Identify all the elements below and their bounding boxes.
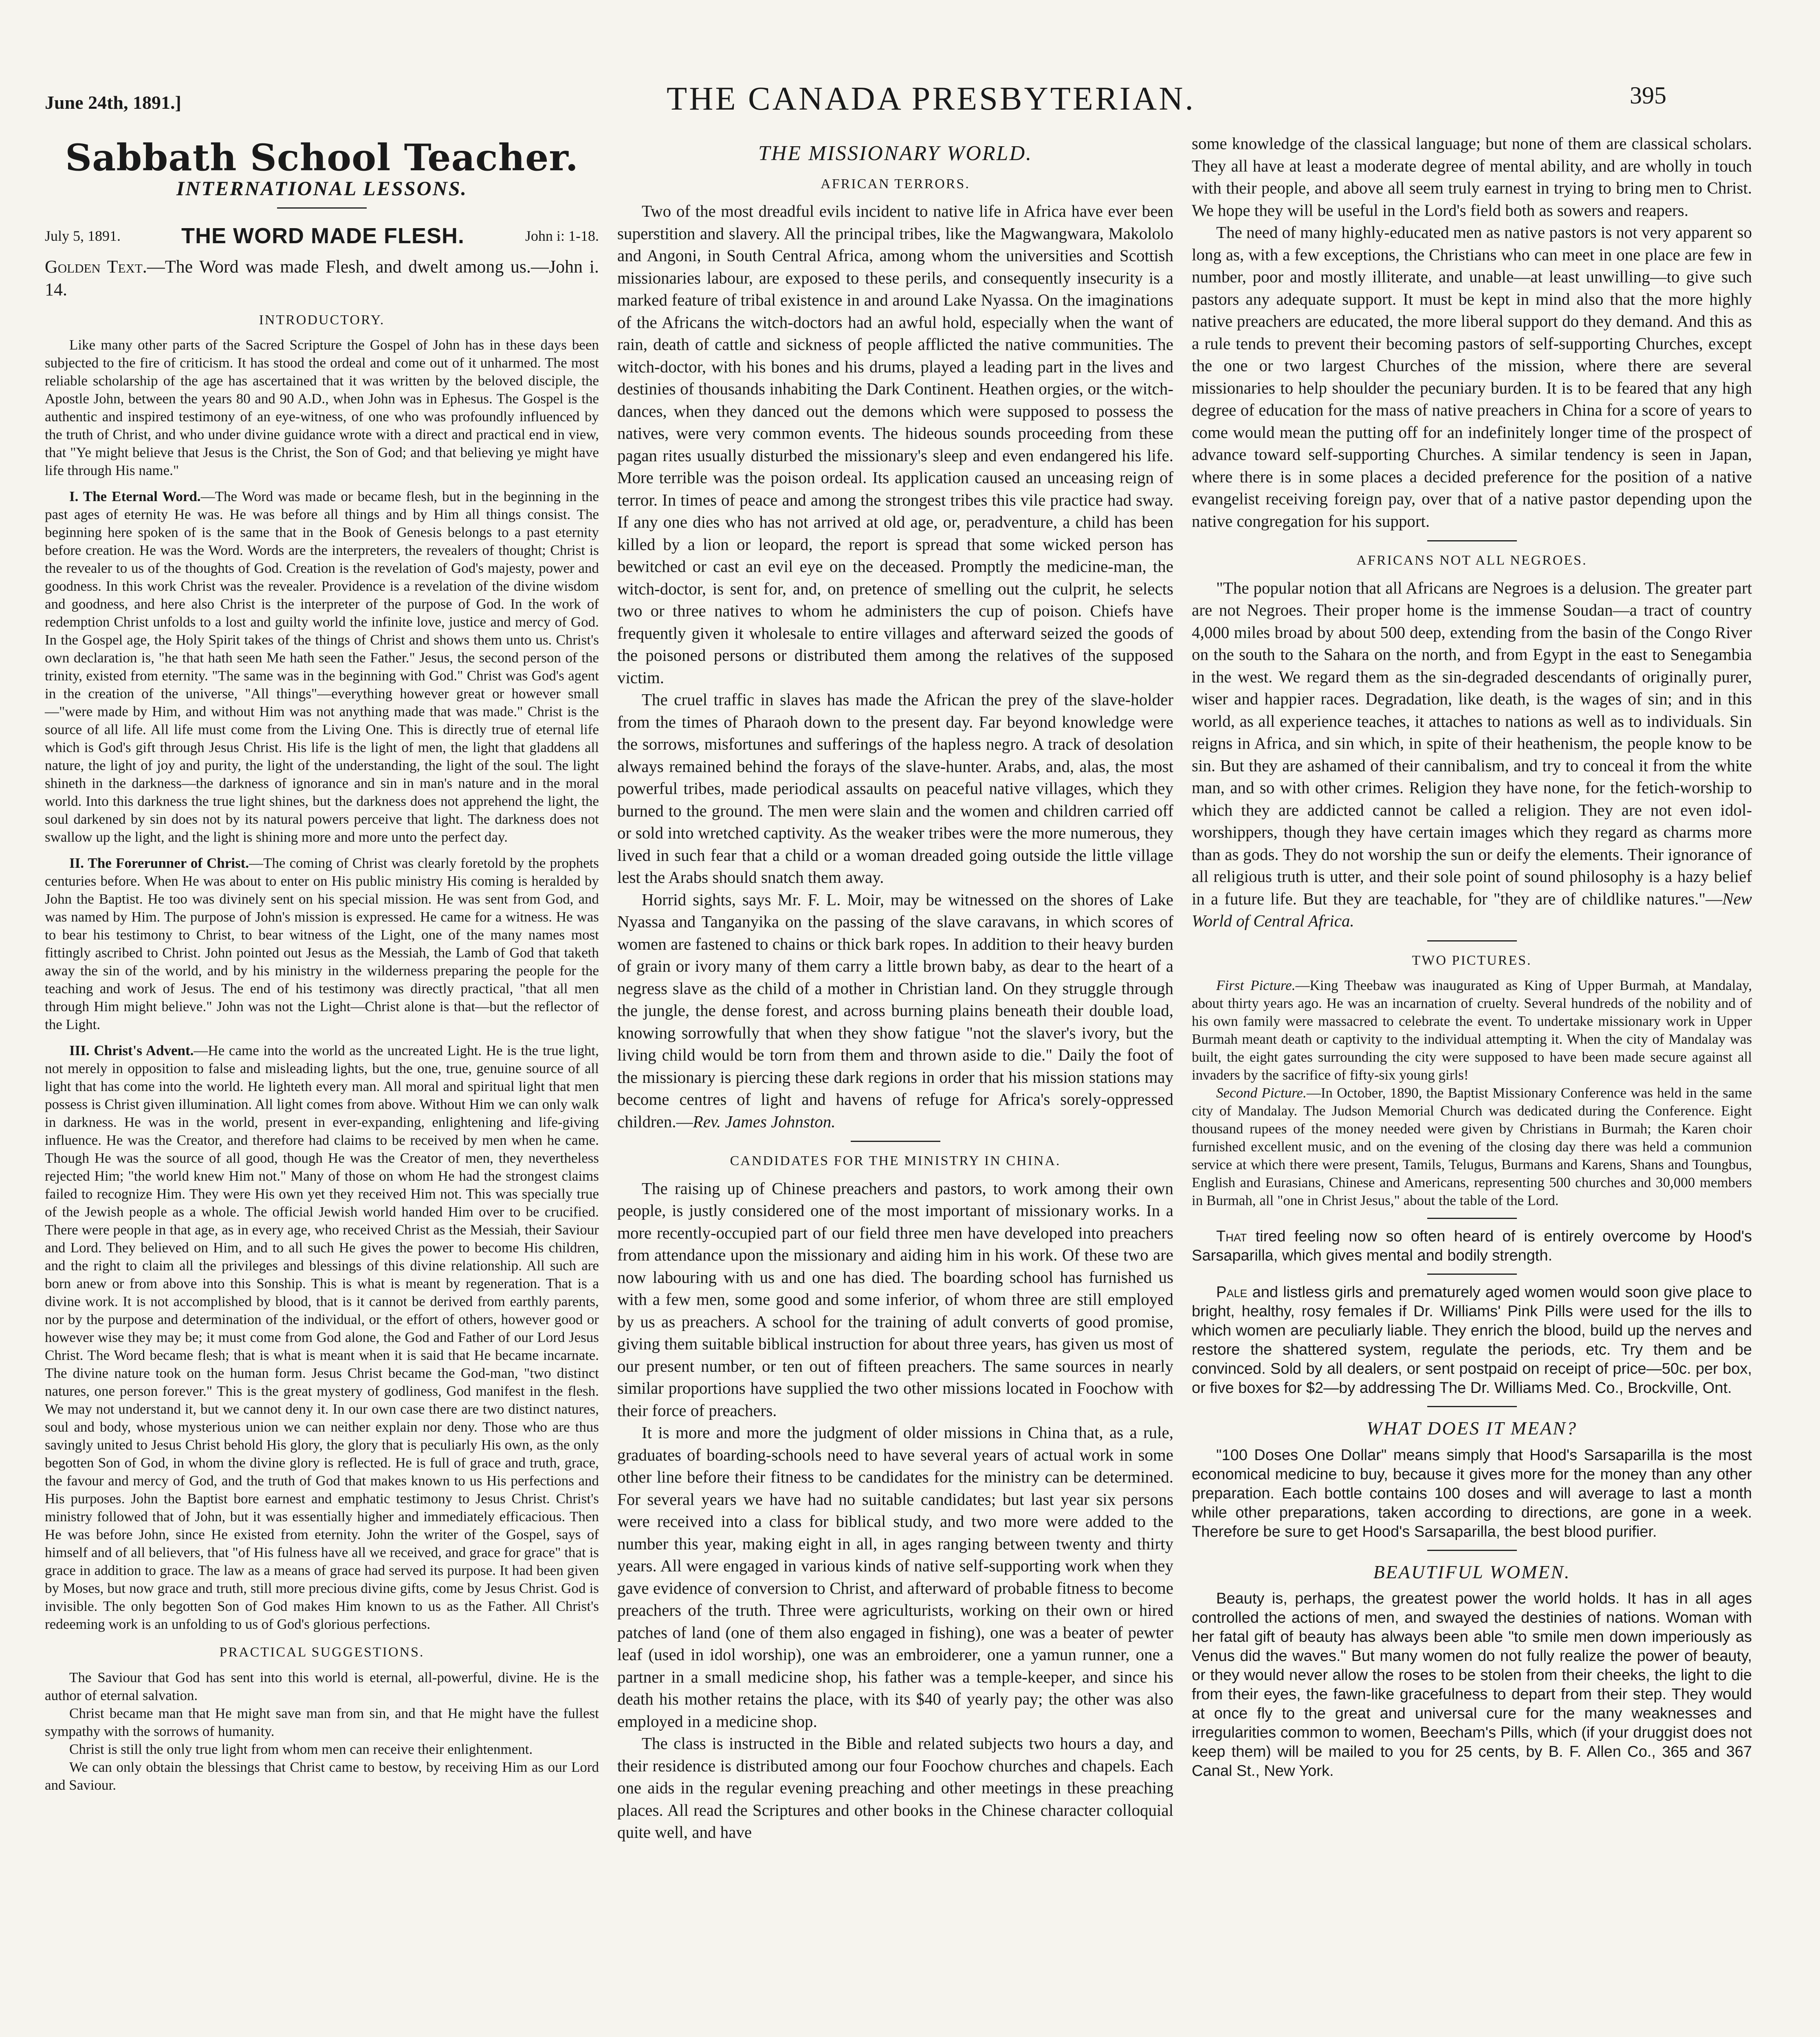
paragraph-advent — [45, 1042, 599, 1633]
divider — [1427, 1274, 1517, 1275]
article-paragraph: some knowledge of the classical language; but none of them are classical scholars. They all have at least a moderate degree of mental ability, and are wholly in touch with their people, and above all seem truly earnest in trying to bring men to Christ. We hope they will be useful in the Lord's field both as sowers and reapers. — [1192, 134, 1752, 220]
paragraph-lead: Second Picture. — [1216, 1085, 1307, 1101]
advert-lead: That — [1216, 1228, 1247, 1245]
article-paragraph — [1192, 577, 1752, 932]
article-paragraph: The class is instructed in the Bible and related subjects two hours a day, and their residence is distributed among our four Foochow churches and chapels. Each one aids in the regular evening preaching and other meetings in these preaching places. All read the Scriptures and other books in the Chinese character colloquial quite well, and have — [617, 1734, 1173, 1841]
article-heading: AFRICAN TERRORS. — [821, 176, 970, 191]
suggestion-3: Christ is still the only true light from whom men can receive their enlightenment. — [69, 1741, 533, 1757]
article-heading: CANDIDATES FOR THE MINISTRY IN CHINA. — [730, 1153, 1061, 1168]
divider — [1427, 940, 1517, 942]
article-paragraph: Two of the most dreadful evils incident to native life in Africa have ever been superstition and slavery. All the principal tribes, like the Magwangwara, Makololo and Angoni, in South Central Africa, among whom the universities and Scottish missionaries labour, are exposed to these perils, and consequently insecurity is a marked feature of tribal existence in and around Lake Nyassa. On the imaginations of the Africans the witch-doctors had an awful hold, especially when the want of rain, death of cattle and sickness of people afflicted the native communities. The witch-doctor, with his bones and his drums, played a leading part in the lives and destinies of thousands inhabiting the Dark Continent. Heathen orgies, or the witch-dances, when they danced out the demons which were supposed to possess the natives, were very common events. The hideous sounds proceeding from these pagan rites usually disturbed the missionary's sleep and even endangered his life. More terrible was the poison ordeal. Its application caused an unceasing reign of terror. In times of peace and among the strongest tribes this vile practice had sway. If any one dies who has not arrived at old age, or, peradventure, a child has been killed by a lion or leopard, the report is spread that some wicked person has bewitched or cast an evil eye on the deceased. Promptly the medicine-man, the witch-doctor, is sent for, and, on pretence of smelling out the culprit, he selects two or three natives to whom he administers the cup of poison. Chiefs have frequently given it wholesale to entire villages and afterward seized the goods of the poisoned persons or distributed them among the relatives of the supposed victim. — [617, 202, 1173, 687]
introductory-heading: INTRODUCTORY. — [259, 312, 385, 328]
advert-heading: BEAUTIFUL WOMEN. — [1373, 1561, 1571, 1582]
article-paragraph — [1192, 977, 1752, 1084]
article-paragraph: The cruel traffic in slaves has made the African the prey of the slave-holder from the times of Pharaoh down to the present day. Far beyond knowledge were the sorrows, misfortunes and sufferings of the hapless negro. A track of desolation always remained behind the forays of the slave-hunter. Arabs, and, alas, the most powerful tribes, made periodical assaults on peaceful native villages, which they burned to the ground. The men were slain and the women and children carried off or sold into wretched captivity. As the weaker tribes were the more numerous, they lived in such fear that a child or a woman dreaded going outside the little village lest the Arabs should snatch them away. — [617, 690, 1173, 887]
section-masthead: Sabbath School Teacher. — [65, 136, 579, 179]
advert-heading: WHAT DOES IT MEAN? — [1367, 1418, 1577, 1439]
paragraph-lead: III. Christ's Advent. — [69, 1043, 194, 1058]
article-signature: New World of Central Africa. — [1192, 889, 1752, 930]
divider — [277, 207, 367, 209]
section-title: THE MISSIONARY WORLD. — [758, 142, 1033, 165]
column-missionary-world — [617, 132, 1173, 1843]
advert-body: tired feeling now so often heard of is entirely overcome by Hood's Sarsaparilla, which gives mental and bodily strength. — [1192, 1228, 1752, 1264]
article-paragraph: The raising up of Chinese preachers and pastors, to work among their own people, is justly considered one of the most important of missionary works. In a more recently-occupied part of our field three men have developed into preachers from attendance upon the missionary and aiding him in his work. Of these two are now labouring with us and one has died. The boarding school has furnished us with a few men, some good and some inferior, of whom three are still employed by us as preachers. A school for the training of adult converts of good promise, giving them suitable biblical instruction for about three years, has given us most of our present number, or ten out of fifteen preachers. The same sources in nearly similar proportions have supplied the two other missions located in Foochow with their force of preachers. — [617, 1179, 1173, 1420]
introductory-paragraph: Like many other parts of the Sacred Scripture the Gospel of John has in these days been subjected to the fire of criticism. It has stood the ordeal and come out of it unharmed. The most reliable scholarship of the age has ascertained that it was written by the beloved disciple, the Apostle John, between the years 80 and 90 A.D., when John was in Ephesus. The Gospel is the authentic and inspired testimony of an eye-witness, of one who was profoundly influenced by the truth of Christ, and who under divine guidance wrote with a direct and practical end in view, that "Ye might believe that Jesus is the Christ, the Son of God; and that believing ye might have life through His name." — [45, 337, 599, 478]
page-number: 395 — [1630, 82, 1666, 109]
advert-pink-pills — [1192, 1283, 1752, 1398]
article-paragraph: The need of many highly-educated men as native pastors is not very apparent so long as, with a few exceptions, the Christians who can meet in one place are few in number, poor and mostly illiterate, and unable—at least unwilling—to give such pastors any adequate support. It must be kept in mind also that the more highly native preachers are educated, the more liberal support do they demand. And this as a rule tends to prevent their becoming pastors of self-supporting Churches, except the one or two largest Churches of the mission, where there are several missionaries to help shoulder the pecuniary burden. It is to be feared that any high degree of education for the mass of native preachers in China for a score of years to come would mean the putting off for an indefinitely longer time of the prospect of advance toward self-supporting Churches. A similar tendency is seen in Japan, where there is in some places a decided preference for the position of a native evangelist receiving foreign pay, over that of a native pastor depending upon the native congregation for his support. — [1192, 223, 1752, 530]
advert-lead: Pale — [1216, 1284, 1248, 1301]
paragraph-forerunner — [45, 854, 599, 1034]
paragraph-lead: First Picture. — [1216, 977, 1296, 993]
paragraph-body: —King Theebaw was inaugurated as King of Upper Burmah, at Mandalay, about thirty years ago. He was an incarnation of cruelty. Several hundreds of the nobility and of his own family were massacred to celebrate the event. To undertake missionary work in Upper Burmah meant death or captivity to the individual attempting it. When the city of Mandalay was built, the eight gates surrounding the city were supposed to have been made secure against all invaders by the sacrifice of fifty-six young girls! — [1192, 977, 1752, 1083]
article-heading: AFRICANS NOT ALL NEGROES. — [1356, 553, 1587, 568]
paragraph-body: Horrid sights, says Mr. F. L. Moir, may be witnessed on the shores of Lake Nyassa and Tanganyika on the passing of the slave caravans, in which scores of women are fastened to chains or thick bark ropes. In addition to their heavy burden of grain or ivory many of them carry a little brown baby, as dear to the heart of a negress slave as the child of a mother in Christian land. On they struggle through the jungle, the dense forest, and across burning plains beneath their double load, knowing sorrowfully that when they show fatigue "not the slaver's ivory, but the living child would be torn from them and thrown aside to die." Daily the foot of the missionary is piercing these dark regions in order that his mission stations may become centres of light and havens of refuge for Africa's sorely-oppressed children.— — [617, 890, 1173, 1131]
golden-text-body: —The Word was made Flesh, and dwelt among us.—John i. 14. — [45, 256, 599, 299]
advert-beechams — [1192, 1589, 1752, 1781]
suggestion-4: We can only obtain the blessings that Christ came to bestow, by receiving Him as our Lord and Saviour. — [45, 1759, 599, 1793]
practical-heading: PRACTICAL SUGGESTIONS. — [219, 1645, 425, 1660]
advert-body: "100 Doses One Dollar" means simply that Hood's Sarsaparilla is the most economical medicine to buy, because it gives more for the money than any other preparation. Each bottle contains 100 doses and will average to last a month while other preparations, taken according to directions, are gone in a week. Therefore be sure to get Hood's Sarsaparilla, the best blood purifier. — [1192, 1446, 1752, 1540]
divider — [1427, 540, 1517, 541]
divider — [1427, 1406, 1517, 1407]
advert-hoods-tired — [1192, 1227, 1752, 1265]
publication-title: THE CANADA PRESBYTERIAN. — [667, 80, 1195, 117]
advert-hoods-doses — [1192, 1446, 1752, 1542]
issue-date: June 24th, 1891.] — [45, 92, 181, 113]
paragraph-eternal-word — [45, 488, 599, 846]
paragraph-body: —He came into the world as the uncreated Light. He is the true light, not merely in opposition to false and misleading lights, but the one, true, genuine source of all light that has come into the world. He lighteth every man. All moral and spiritual light that men possess is Christ given illumination. All light comes from above. Without Him we can only walk in darkness. He was in the world, present in ever-expanding, enlightening and life-giving influence. He was the Creator, and therefore had claims to be received by men when he came. Though He was the source of all good, though He was the Creator of men, they nevertheless rejected Him; "the world knew Him not." Many of those on whom He had the strongest claims failed to recognize Him. They were His own yet they received Him not. This was specially true of the Jewish people as a whole. The official Jewish world handed Him over to be crucified. There were people in that age, as in every age, who received Christ as the Messiah, their Saviour and Lord. They believed on Him, and to all such He gives the power to become His children, and the right to claim all the privileges and blessings of this divine relationship. All such are born anew or from above into this Sonship. This is what is meant by regeneration. That is a divine work. It is not accomplished by blood, that is it cannot be derived from earthly parents, nor by the purpose and determination of the individual, or the effort of others, however good or however wise they may be; it must come from God alone, the God and Father of our Lord Jesus Christ. The Word became flesh; that is what is meant when it is said that He became incarnate. The divine nature took on the human form. Jesus Christ became the God-man, "two distinct natures, one person forever." This is the great mystery of godliness, God manifest in the flesh. We may not understand it, but we cannot deny it. In our own case there are two distinct natures, soul and body, whose mysterious union we can neither explain nor deny. Those who are thus savingly united to Jesus Christ behold His glory, the glory that is peculiarly His own, as the only begotten Son of God, in whom the divine glory is reflected. He is full of grace and truth, grace, the favour and mercy of God, and the truth of God that makes known to us His perfections and His purposes. John the Baptist bore earnest and emphatic testimony to Jesus Christ. Christ's ministry followed that of John, but it was essentially higher and immediately efficacious. Then He was before John, since He existed from eternity. John the writer of the Gospel, says of himself and of all believers, that "of His fulness have all we received, and grace for grace" that is grace in addition to grace. The law as a means of grace had served its purpose. It had been given by Moses, but now grace and truth, still more precious divine gifts, come by Jesus Christ. God is invisible. The only begotten Son of God makes Him known to us as the Father. All Christ's redeeming work is an unfolding to us of God's glorious perfections. — [45, 1043, 599, 1632]
golden-text — [45, 255, 599, 301]
paragraph-body: —In October, 1890, the Baptist Missionary Conference was held in the same city of Mandalay. The Judson Memorial Church was dedicated during the Conference. Eight thousand rupees of the money needed were given by Christians in Burmah; the Karen choir furnished excellent music, and on the evening of the closing day there was held a communion service at which there were present, Tamils, Telugus, Burmans and Karens, Shans and Toungbus, English and Eurasians, Chinese and Americans, representing 500 churches and 30,000 members in Burmah, all "one in Christ Jesus," about the table of the Lord. — [1192, 1085, 1752, 1208]
article-paragraph — [617, 889, 1173, 1133]
suggestion-1: The Saviour that God has sent into this world is eternal, all-powerful, divine. He is the author of eternal salvation. — [45, 1669, 599, 1703]
section-subtitle: INTERNATIONAL LESSONS. — [176, 176, 468, 200]
lesson-reference: John i: 1-18. — [525, 228, 599, 244]
paragraph-body: "The popular notion that all Africans are Negroes is a delusion. The greater part are not Negroes. Their proper home is the immense Soudan—a tract of country 4,000 miles broad by about 500 deep, extending from the basin of the Congo River on the south to the Sahara on the north, and from Egypt in the east to Senegambia in the west. We regard them as the sin-degraded descendants of originally purer, wiser and happier races. Degradation, like death, is the wages of sin; and in this world, as all experience teaches, it attaches to nations as well as to individuals. Sin reigns in Africa, and sin which, in spite of their heathenism, the people know to be sin. But they are ashamed of their cannibalism, and try to conceal it from the white man, and so with other crimes. Religion they have none, for the fetich-worship to which they are addicted cannot be called a religion. They are not even idol-worshippers, though they have certain images which they regard as charms more than as gods. They do not worship the sun or deify the elements. Their ignorance of all religious truth is utter, and their sole point of sound philosophy is a hazy belief in a future life. But they are teachable, for "they are of childlike natures."— — [1192, 578, 1752, 908]
lesson-title: THE WORD MADE FLESH. — [181, 224, 464, 248]
paragraph-body: —The coming of Christ was clearly foretold by the prophets centuries before. When He was about to enter on His public ministry His coming is heralded by John the Baptist. He too was divinely sent on his special mission. He was sent from God, and was named by Him. The purpose of John's mission is expressed. He came for a witness. He was to bear his testimony to Christ, to bear witness of the Light, one of the many names most fittingly ascribed to Christ. John pointed out Jesus as the Messiah, the Lamb of God that taketh away the sin of the world, and by his ministry in the wilderness preparing the people for the teaching and work of Jesus. The end of his testimony was directly practical, "that all men through Him might believe." John was not the Light—Christ alone is that—but the reflector of the Light. — [45, 855, 599, 1032]
paragraph-lead: II. The Forerunner of Christ. — [69, 855, 249, 871]
divider — [851, 1141, 940, 1142]
column-sabbath-school — [45, 136, 599, 1794]
article-heading: TWO PICTURES. — [1412, 953, 1532, 968]
article-signature: Rev. James Johnston. — [693, 1112, 836, 1131]
divider — [1427, 1218, 1517, 1219]
golden-text-label: Golden Text. — [45, 256, 147, 277]
advert-body: Beauty is, perhaps, the greatest power the world holds. It has in all ages controlled the actions of men, and swayed the destinies of nations. Woman with her fatal gift of beauty has always been able "to smile men down imperiously as Venus did the waves." But many women do not fully realize the power of beauty, or they would never allow the roses to be stolen from their cheeks, the light to die from their eyes, the fawn-like gracefulness to depart from their step. They would at once fly to the great and universal cure for the many weaknesses and irregularities common to women, Beecham's Pills, which (if your druggist does not keep them) will be mailed to you for 25 cents, by B. F. Allen Co., 365 and 367 Canal St., New York. — [1192, 1590, 1752, 1780]
paragraph-body: —The Word was made or became flesh, but in the beginning in the past ages of eternity He was. He was before all things and by Him all things consist. The beginning here spoken of is the same that in the Book of Genesis belongs to a past eternity before creation. He was the Word. Words are the interpreters, the revealers of thought; Christ is the revealer to us of the thoughts of God. Creation is the revelation of God's majesty, power and goodness. In this work Christ was the revealer. Providence is a revelation of the divine wisdom and goodness, and here also Christ is the interpreter of the purpose of God. In the work of redemption Christ unfolds to a lost and guilty world the infinite love, justice and mercy of God. In the Gospel age, the Holy Spirit takes of the things of Christ and shows them unto us. Christ's own declaration is, "he that hath seen Me hath seen the Father." Jesus, the second person of the trinity, existed from eternity. "The same was in the beginning with God." Christ was God's agent in the creation of the universe, "All things"—everything however great or however small—"were made by Him, and without Him was not anything made that was made." Christ is the source of all life. All life must come from the Living One. This is directly true of eternal life which is God's gift through Jesus Christ. His life is the light of men, the light that gladdens all nature, the light of joy and purity, the light of the understanding, the light of the soul. The light shineth in the darkness—the darkness of ignorance and sin in man's nature and in the moral world. Into this darkness the true light shines, but the darkness does not apprehend the light, the soul darkened by sin does not by its natural powers perceive that light. The darkness does not swallow up the light, and the light is shining more and more unto the perfect day. — [45, 488, 599, 845]
suggestion-2: Christ became man that He might save man from sin, and that He might have the fullest sympathy with the sorrows of humanity. — [45, 1705, 599, 1739]
lesson-date: July 5, 1891. — [45, 228, 121, 244]
column-right — [1192, 132, 1752, 1781]
lesson-heading — [45, 225, 599, 247]
paragraph-lead: I. The Eternal Word. — [69, 488, 201, 504]
article-paragraph: It is more and more the judgment of older missions in China that, as a rule, graduates of boarding-schools need to have several years of actual work in some other line before their fitness to be candidates for the ministry can be determined. For several years we have had no suitable candidates; but last year six persons were received into a class for biblical study, and two more were added to the number this year, making eight in all, in ages ranging between twenty and thirty years. All were engaged in various kinds of native self-supporting work when they gave evidence of conversion to Christ, and afterward of probable fitness to become preachers of the truth. Three were agriculturists, working on their own or hired patches of land (one of them also engaged in fishing), one was a beater of pewter leaf (used in idol worship), one was an embroiderer, one a yamun runner, one a partner in a small medicine shop, his father was a temple-keeper, and since his death his mother retains the place, with its $40 of yearly pay; the other was also employed in a medicine shop. — [617, 1423, 1173, 1731]
advert-body: and listless girls and prematurely aged women would soon give place to bright, healthy, rosy females if Dr. Williams' Pink Pills were used for the ills to which women are peculiarly liable. They enrich the blood, build up the nerves and restore the shattered system, regulate the periods, etc. Try them and be convinced. Sold by all dealers, or sent postpaid on receipt of price—50c. per box, or five boxes for $2—by addressing The Dr. Williams Med. Co., Brockville, Ont. — [1192, 1284, 1752, 1397]
divider — [1427, 1550, 1517, 1551]
article-paragraph — [1192, 1084, 1752, 1210]
